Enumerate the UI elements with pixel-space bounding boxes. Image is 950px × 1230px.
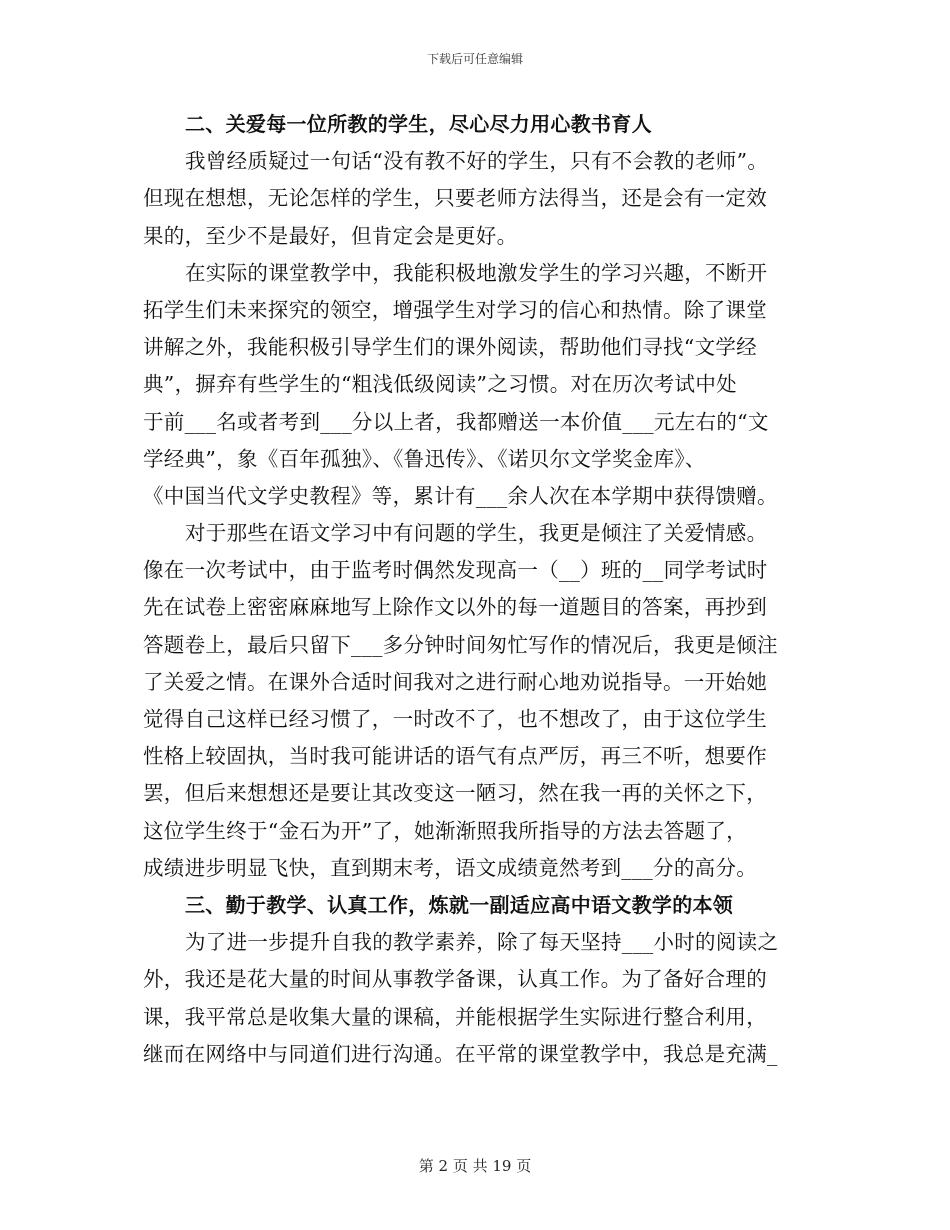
- section-heading: 三、勤于教学、认真工作，炼就一副适应高中语文教学的本领: [185, 892, 734, 917]
- paragraph-line: 拓学生们未来探究的领空，增强学生对学习的信心和热情。除了课堂: [143, 297, 767, 322]
- paragraph-line: 性格上较固执，当时我可能讲话的语气有点严厉，再三不听，想要作: [143, 744, 767, 769]
- paragraph-line: 在实际的课堂教学中，我能积极地激发学生的学习兴趣，不断开: [185, 260, 768, 285]
- paragraph-line: 对于那些在语文学习中有问题的学生，我更是倾注了关爱情感。: [185, 521, 768, 546]
- paragraph-line: 我曾经质疑过一句话“没有教不好的学生，只有不会教的老师”。: [185, 149, 769, 174]
- paragraph-line: 先在试卷上密密麻麻地写上除作文以外的每一道题目的答案，再抄到: [143, 595, 767, 620]
- paragraph-line: 像在一次考试中，由于监考时偶然发现高一（__）班的__同学考试时: [143, 558, 768, 583]
- paragraph-line: 果的，至少不是最好，但肯定会是更好。: [143, 223, 518, 248]
- paragraph-line: 讲解之外，我能积极引导学生们的课外阅读，帮助他们寻找“文学经: [143, 335, 757, 360]
- section-heading: 二、关爱每一位所教的学生，尽心尽力用心教书育人: [185, 112, 652, 136]
- document-body: [143, 106, 813, 1073]
- paragraph-line: 于前___名或者考到___分以上者，我都赠送一本价值___元左右的“文: [143, 409, 769, 434]
- paragraph-line: 典”，摒弃有些学生的“粗浅低级阅读”之习惯。对在历次考试中处: [143, 372, 737, 397]
- paragraph-line: 外，我还是花大量的时间从事教学备课，认真工作。为了备好合理的: [143, 967, 767, 992]
- paragraph-line: 这位学生终于“金石为开”了，她渐渐照我所指导的方法去答题了，: [143, 818, 747, 843]
- paragraph-line: 觉得自己这样已经习惯了，一时改不了，也不想改了，由于这位学生: [143, 707, 767, 731]
- paragraph-line: 成绩进步明显飞快，直到期末考，语文成绩竟然考到___分的高分。: [143, 855, 758, 880]
- page-number-footer: 第 2 页 共 19 页: [418, 1157, 532, 1175]
- header-note: 下载后可任意编辑: [426, 52, 523, 66]
- paragraph-line: 《中国当代文学史教程》等，累计有___余人次在本学期中获得馈赠。: [143, 483, 778, 508]
- paragraph-line: 课，我平常总是收集大量的课稿，并能根据学生实际进行整合利用，: [143, 1004, 767, 1029]
- paragraph-line: 继而在网络中与同道们进行沟通。在平常的课堂教学中，我总是充满_: [143, 1041, 778, 1066]
- paragraph-line: 了关爱之情。在课外合适时间我对之进行耐心地劝说指导。一开始她: [143, 669, 767, 694]
- paragraph-line: 罢，但后来想想还是要让其改变这一陋习，然在我一再的关怀之下，: [143, 781, 767, 806]
- paragraph-line: 为了进一步提升自我的教学素养，除了每天坚持___小时的阅读之: [185, 930, 779, 955]
- paragraph-line: 但现在想想，无论怎样的学生，只要老师方法得当，还是会有一定效: [143, 186, 767, 211]
- paragraph-line: 学经典”，象《百年孤独》、《鲁迅传》、《诺贝尔文学奖金库》、: [143, 446, 706, 471]
- paragraph-line: 答题卷上，最后只留下___多分钟时间匆忙写作的情况后，我更是倾注: [143, 632, 778, 657]
